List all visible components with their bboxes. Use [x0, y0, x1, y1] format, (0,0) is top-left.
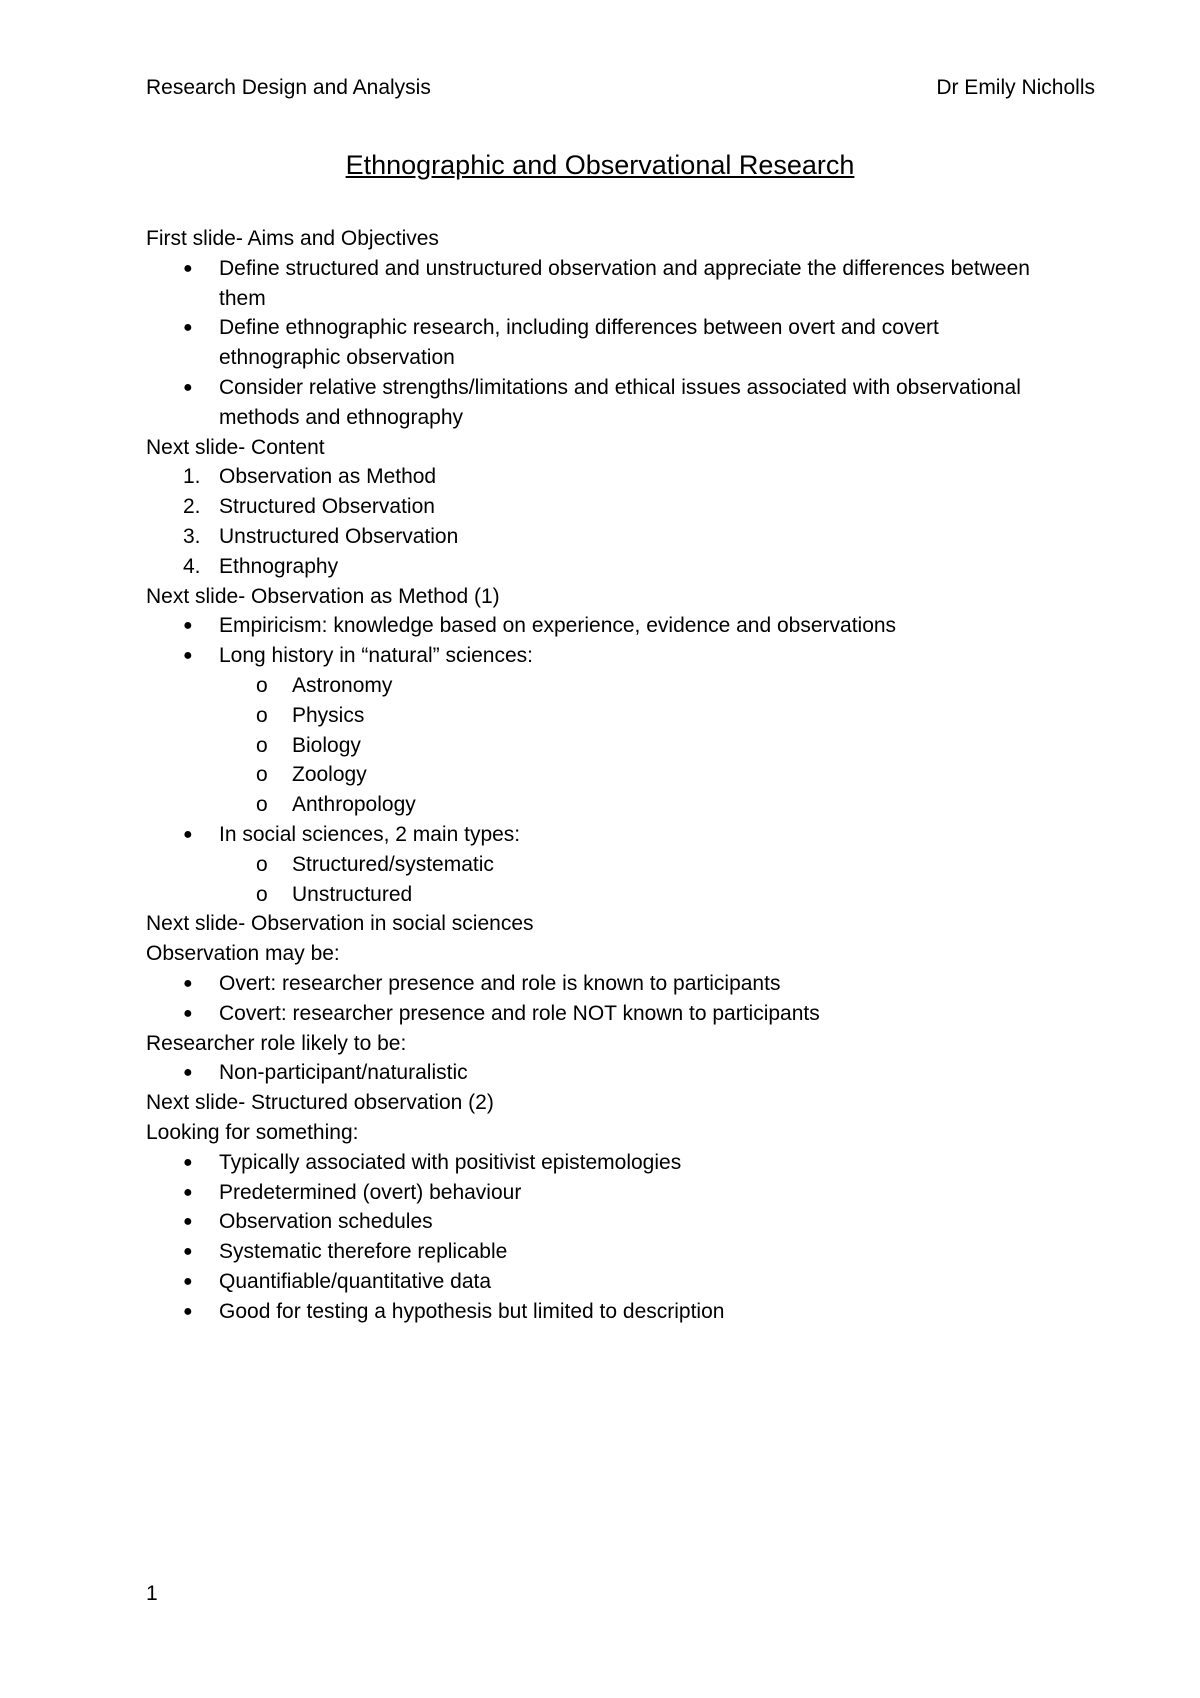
- sub-bullet-icon: o: [256, 882, 268, 906]
- list-item: ● Typically associated with positivist epistemologies: [146, 1148, 1046, 1178]
- observation-method-list: [146, 611, 1046, 671]
- document-title: Ethnographic and Observational Research: [345, 150, 855, 180]
- social-sciences-sublist: [146, 850, 1046, 910]
- sub-bullet-icon: o: [256, 673, 268, 697]
- social-sciences-list: [146, 820, 1046, 850]
- document-body: [146, 224, 1046, 1326]
- sub-list-item: o Physics: [146, 701, 1046, 731]
- list-item: ● Systematic therefore replicable: [146, 1237, 1046, 1267]
- list-item: ● Observation schedules: [146, 1207, 1046, 1237]
- sub-list-item: o Zoology: [146, 760, 1046, 790]
- looking-for-intro: Looking for something:: [146, 1120, 359, 1144]
- bullet-icon: ●: [183, 319, 193, 337]
- researcher-role-list: [146, 1058, 1046, 1088]
- list-item: ● Overt: researcher presence and role is known to participants: [146, 969, 1046, 999]
- sub-list-item: o Astronomy: [146, 671, 1046, 701]
- bullet-icon: ●: [183, 825, 193, 843]
- bullet-icon: ●: [183, 378, 193, 396]
- list-number: 1.: [183, 465, 201, 489]
- content-numbered-list: [146, 462, 1046, 581]
- page-number: 1: [146, 1582, 158, 1605]
- bullet-icon: ●: [183, 259, 193, 277]
- section-heading-observation-method: Next slide- Observation as Method (1): [146, 584, 500, 608]
- section-heading-aims: First slide- Aims and Objectives: [146, 227, 439, 250]
- observation-intro: Observation may be:: [146, 942, 340, 966]
- list-item: ● Predetermined (overt) behaviour: [146, 1178, 1046, 1208]
- bullet-icon: ●: [183, 1183, 193, 1201]
- header-author: Dr Emily Nicholls: [936, 76, 1095, 99]
- list-item: ● Non-participant/naturalistic: [146, 1058, 1046, 1088]
- header-course-title: Research Design and Analysis: [146, 76, 431, 99]
- aims-bullet-list: [146, 254, 1046, 433]
- list-item: ● Define ethnographic research, including differences between overt and covert ethnographic observation: [146, 313, 1046, 373]
- section-heading-observation-social: Next slide- Observation in social sciences: [146, 912, 534, 936]
- bullet-icon: ●: [183, 1302, 193, 1320]
- list-item: ● Empiricism: knowledge based on experience, evidence and observations: [146, 611, 1046, 641]
- list-item: 4. Ethnography: [146, 552, 1046, 582]
- list-item: ● Consider relative strengths/limitations and ethical issues associated with observational methods and ethnography: [146, 373, 1046, 433]
- list-number: 3.: [183, 524, 201, 548]
- bullet-icon: ●: [183, 1272, 193, 1290]
- list-item: ● Quantifiable/quantitative data: [146, 1267, 1046, 1297]
- list-item: ● Define structured and unstructured observation and appreciate the differences between them: [146, 254, 1046, 314]
- section-heading-content: Next slide- Content: [146, 435, 325, 459]
- bullet-icon: ●: [183, 1004, 193, 1022]
- bullet-icon: ●: [183, 1153, 193, 1171]
- list-item: ● Long history in “natural” sciences:: [146, 641, 1046, 671]
- sub-list-item: o Unstructured: [146, 880, 1046, 910]
- sub-bullet-icon: o: [256, 703, 268, 727]
- sub-list-item: o Biology: [146, 731, 1046, 761]
- sub-bullet-icon: o: [256, 733, 268, 757]
- bullet-icon: ●: [183, 1213, 193, 1231]
- bullet-icon: ●: [183, 647, 193, 665]
- section-heading-structured-observation: Next slide- Structured observation (2): [146, 1091, 494, 1115]
- list-item: 1. Observation as Method: [146, 462, 1046, 492]
- overt-covert-list: [146, 969, 1046, 1029]
- sub-list-item: o Structured/systematic: [146, 850, 1046, 880]
- bullet-icon: ●: [183, 1064, 193, 1082]
- list-item: ● Covert: researcher presence and role NOT known to participants: [146, 999, 1046, 1029]
- list-item: 3. Unstructured Observation: [146, 522, 1046, 552]
- list-item: ● Good for testing a hypothesis but limited to description: [146, 1297, 1046, 1327]
- bullet-icon: ●: [183, 617, 193, 635]
- list-number: 2.: [183, 495, 201, 519]
- bullet-icon: ●: [183, 974, 193, 992]
- list-item: ● In social sciences, 2 main types:: [146, 820, 1046, 850]
- researcher-role-intro: Researcher role likely to be:: [146, 1031, 407, 1055]
- sub-bullet-icon: o: [256, 793, 268, 817]
- bullet-icon: ●: [183, 1243, 193, 1261]
- sub-bullet-icon: o: [256, 763, 268, 787]
- list-number: 4.: [183, 554, 201, 578]
- natural-sciences-sublist: [146, 671, 1046, 820]
- sub-bullet-icon: o: [256, 852, 268, 876]
- list-item: 2. Structured Observation: [146, 492, 1046, 522]
- structured-observation-list: [146, 1148, 1046, 1327]
- sub-list-item: o Anthropology: [146, 790, 1046, 820]
